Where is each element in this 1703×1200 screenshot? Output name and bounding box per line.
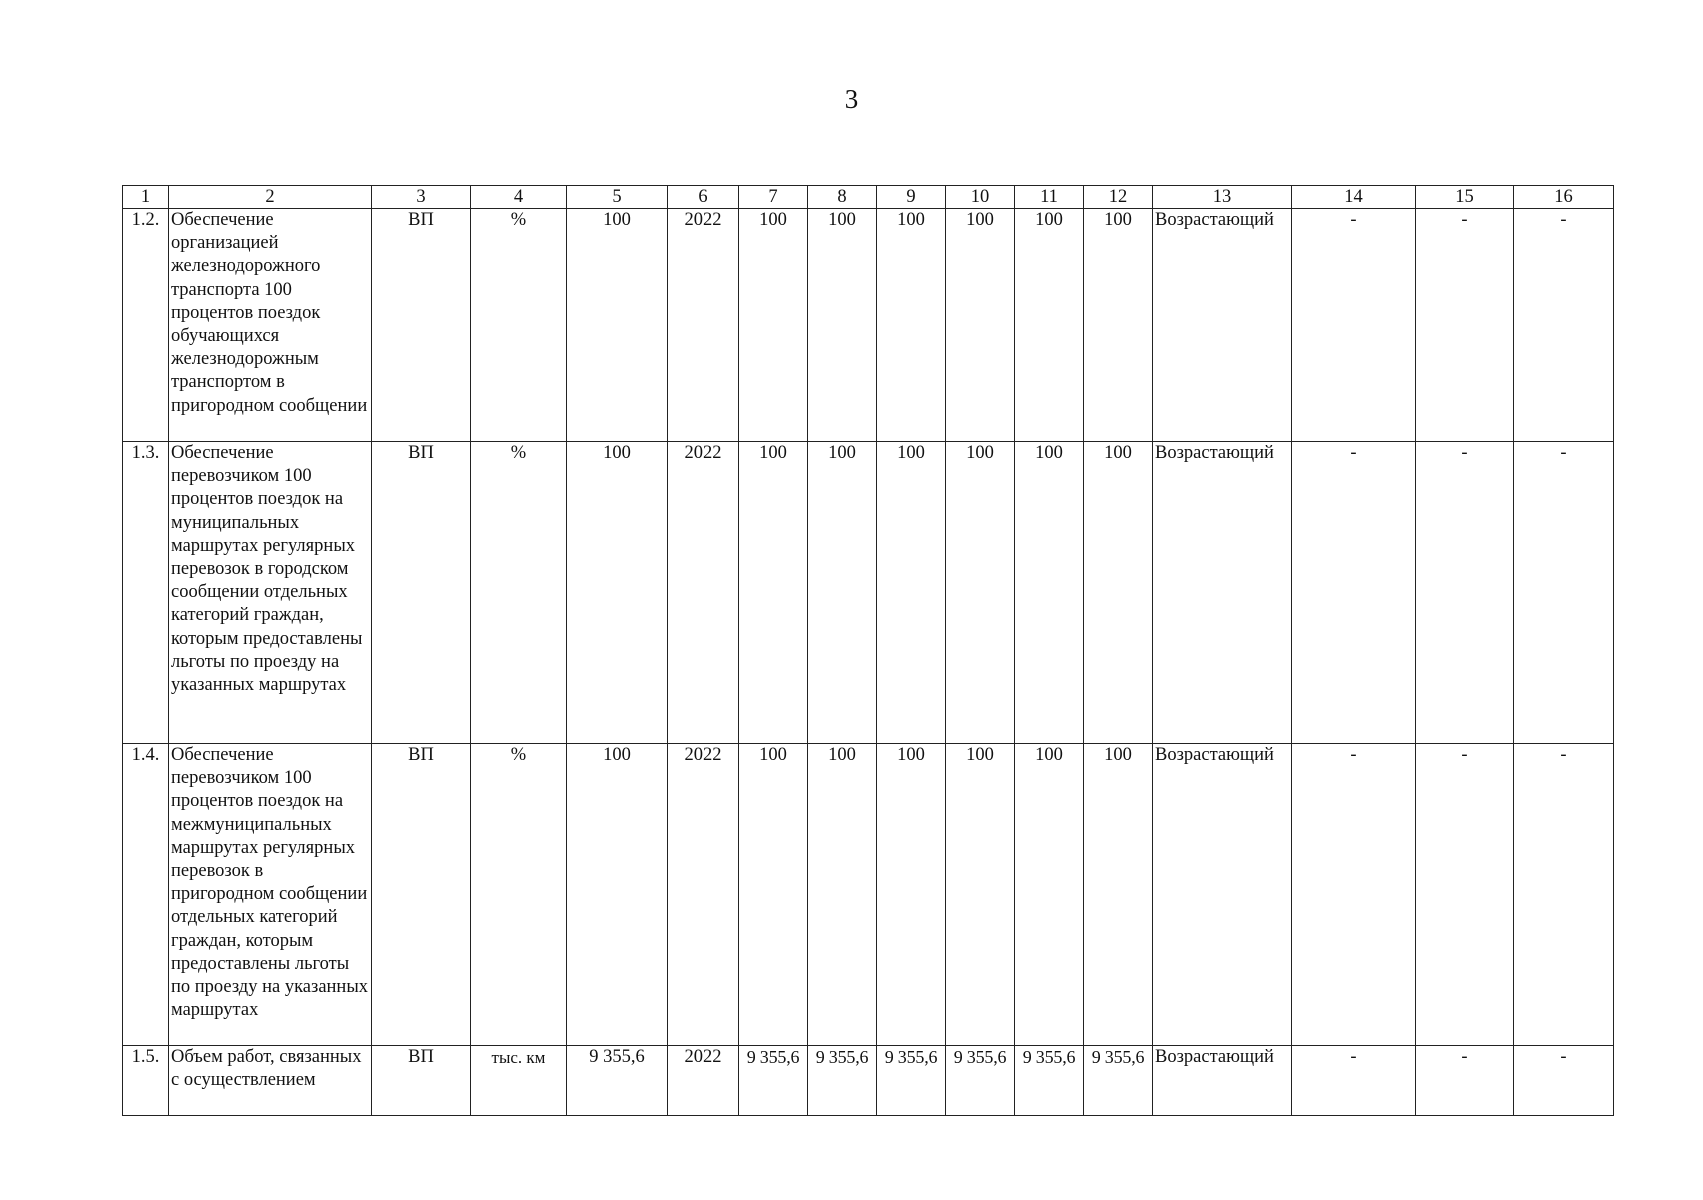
- trend-cell: Возрастающий: [1153, 442, 1292, 744]
- value-cell: 100: [739, 209, 808, 442]
- dash-cell: -: [1416, 209, 1514, 442]
- column-header: 11: [1015, 186, 1084, 209]
- dash-cell: -: [1416, 442, 1514, 744]
- value-cell: 100: [1015, 209, 1084, 442]
- dash-cell: -: [1514, 1046, 1614, 1116]
- trend-cell: Возрастающий: [1153, 1046, 1292, 1116]
- row-number: 1.3.: [123, 442, 169, 744]
- column-header: 3: [372, 186, 471, 209]
- dash-cell: -: [1514, 442, 1614, 744]
- base-year: 2022: [668, 744, 739, 1046]
- column-header: 13: [1153, 186, 1292, 209]
- value-cell: 100: [808, 442, 877, 744]
- value-cell: 100: [808, 744, 877, 1046]
- value-cell: 9 355,6: [946, 1046, 1015, 1116]
- column-header: 15: [1416, 186, 1514, 209]
- value-cell: 100: [1084, 744, 1153, 1046]
- value-cell: 100: [946, 209, 1015, 442]
- value-cell: 100: [1084, 442, 1153, 744]
- unit: %: [471, 209, 567, 442]
- indicator-level: ВП: [372, 744, 471, 1046]
- indicator-name: Обеспечение организацией железнодорожного транспорта 100 процентов поездок обучающихся железнодорожным транспортом в пригородном сообщении: [169, 209, 372, 442]
- base-value: 9 355,6: [567, 1046, 668, 1116]
- value-cell: 9 355,6: [1015, 1046, 1084, 1116]
- base-year: 2022: [668, 209, 739, 442]
- base-value: 100: [567, 442, 668, 744]
- value-cell: 100: [739, 442, 808, 744]
- base-year: 2022: [668, 1046, 739, 1116]
- table-row: [123, 442, 1614, 744]
- column-header: 6: [668, 186, 739, 209]
- indicator-name: Объем работ, связанных с осуществлением: [169, 1046, 372, 1116]
- column-header: 12: [1084, 186, 1153, 209]
- column-header: 16: [1514, 186, 1614, 209]
- table-row: [123, 1046, 1614, 1116]
- value-cell: 9 355,6: [877, 1046, 946, 1116]
- row-number: 1.5.: [123, 1046, 169, 1116]
- value-cell: 100: [946, 442, 1015, 744]
- dash-cell: -: [1292, 442, 1416, 744]
- value-cell: 100: [946, 744, 1015, 1046]
- value-cell: 100: [1084, 209, 1153, 442]
- dash-cell: -: [1416, 1046, 1514, 1116]
- column-header: 4: [471, 186, 567, 209]
- indicators-table: [122, 185, 1614, 1116]
- value-cell: 100: [877, 744, 946, 1046]
- value-cell: 100: [877, 209, 946, 442]
- column-header: 8: [808, 186, 877, 209]
- dash-cell: -: [1292, 744, 1416, 1046]
- dash-cell: -: [1514, 209, 1614, 442]
- value-cell: 100: [739, 744, 808, 1046]
- column-header: 2: [169, 186, 372, 209]
- value-cell: 100: [1015, 442, 1084, 744]
- row-number: 1.4.: [123, 744, 169, 1046]
- column-header: 9: [877, 186, 946, 209]
- trend-cell: Возрастающий: [1153, 209, 1292, 442]
- column-header: 5: [567, 186, 668, 209]
- column-header: 1: [123, 186, 169, 209]
- dash-cell: -: [1292, 1046, 1416, 1116]
- page-number: 3: [844, 84, 859, 114]
- table-row: [123, 744, 1614, 1046]
- trend-cell: Возрастающий: [1153, 744, 1292, 1046]
- value-cell: 9 355,6: [1084, 1046, 1153, 1116]
- base-year: 2022: [668, 442, 739, 744]
- indicator-name: Обеспечение перевозчиком 100 процентов поездок на межмуниципальных маршрутах регулярных перевозок в пригородном сообщении отдельных категорий граждан, которым предоставлены льготы по проезду на указанных маршрутах: [169, 744, 372, 1046]
- value-cell: 9 355,6: [808, 1046, 877, 1116]
- column-header: 10: [946, 186, 1015, 209]
- value-cell: 100: [1015, 744, 1084, 1046]
- column-header: 14: [1292, 186, 1416, 209]
- dash-cell: -: [1416, 744, 1514, 1046]
- value-cell: 100: [808, 209, 877, 442]
- unit: тыс. км: [471, 1046, 567, 1116]
- row-number: 1.2.: [123, 209, 169, 442]
- base-value: 100: [567, 744, 668, 1046]
- indicator-level: ВП: [372, 442, 471, 744]
- indicator-level: ВП: [372, 209, 471, 442]
- indicator-name: Обеспечение перевозчиком 100 процентов поездок на муниципальных маршрутах регулярных перевозок в городском сообщении отдельных категорий граждан, которым предоставлены льготы по проезду на указанных маршрутах: [169, 442, 372, 744]
- column-header: 7: [739, 186, 808, 209]
- table-header-row: [123, 186, 1614, 209]
- unit: %: [471, 442, 567, 744]
- dash-cell: -: [1514, 744, 1614, 1046]
- table-row: [123, 209, 1614, 442]
- dash-cell: -: [1292, 209, 1416, 442]
- base-value: 100: [567, 209, 668, 442]
- value-cell: 100: [877, 442, 946, 744]
- value-cell: 9 355,6: [739, 1046, 808, 1116]
- indicator-level: ВП: [372, 1046, 471, 1116]
- unit: %: [471, 744, 567, 1046]
